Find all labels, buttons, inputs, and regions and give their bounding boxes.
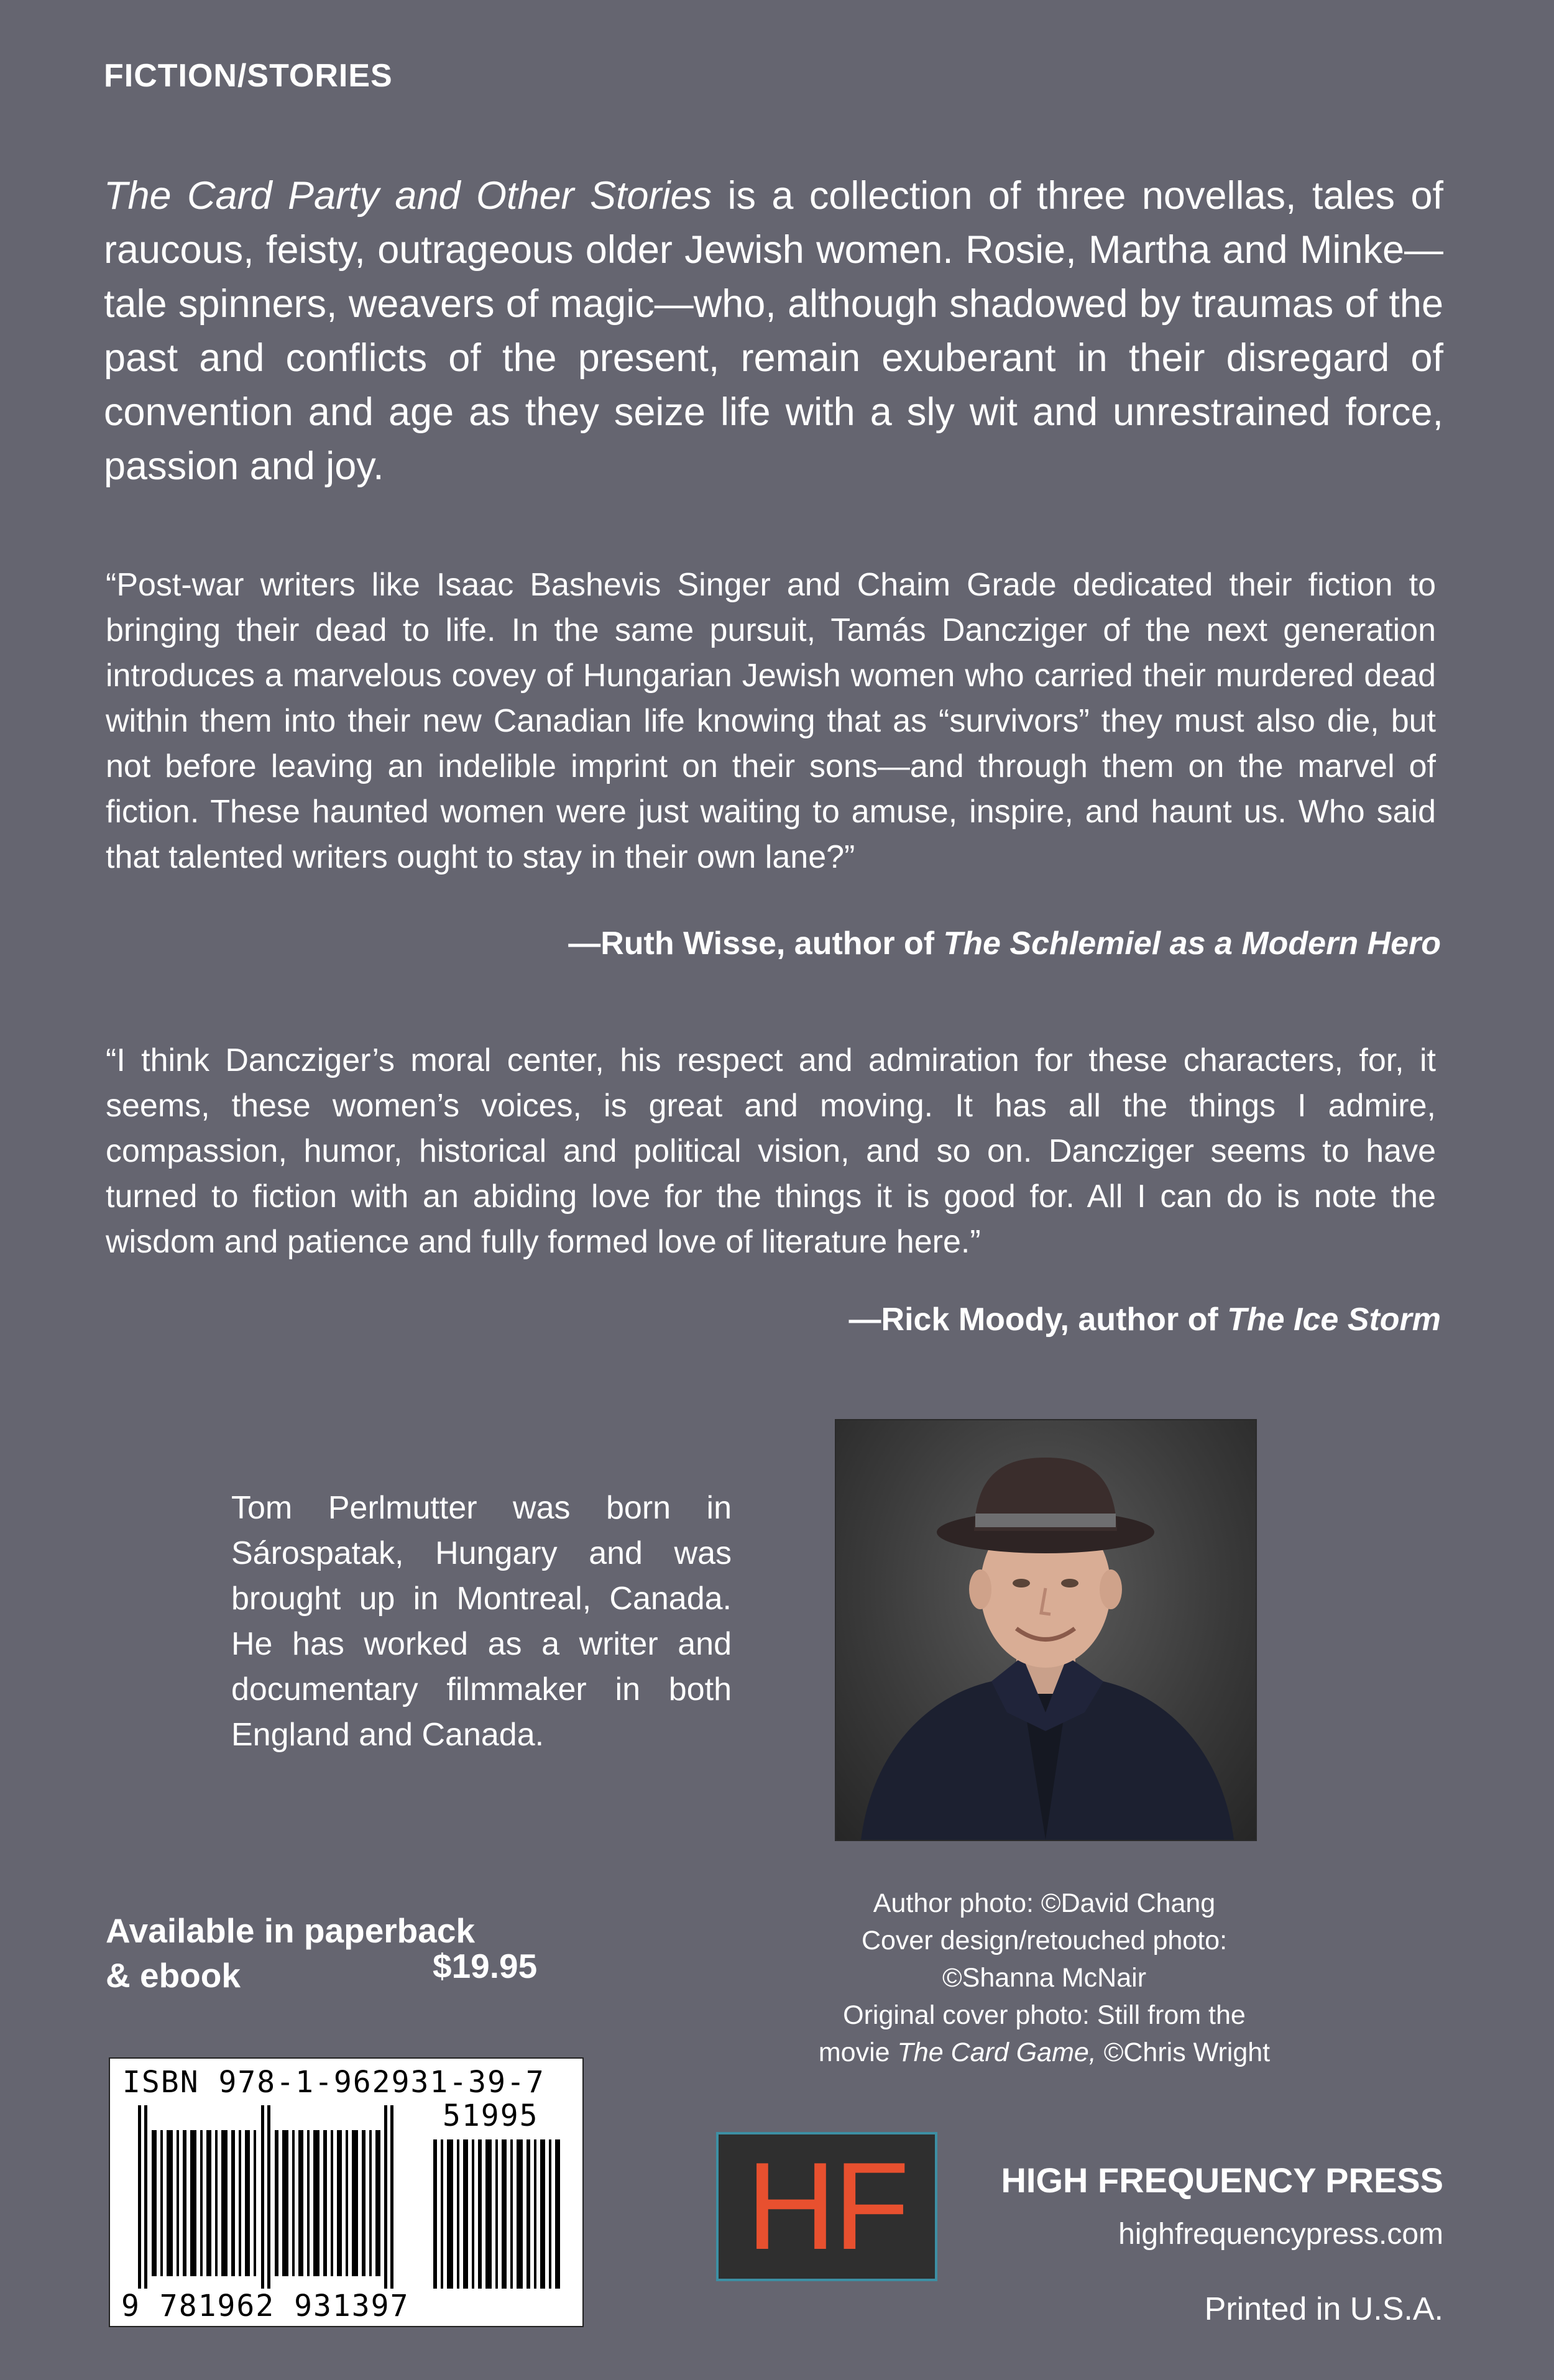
- blurb-text: is a collection of three novellas, tales of raucous, feisty, outrageous older Jewish women. Rosie, Martha and Minke—tale spinners, weavers of magic—who, although shadowed by traumas of the past and conflicts of the present, remain exuberant in their disregard of convention and age as they seize life with a sly wit and unrestrained force, passion and joy.: [104, 174, 1444, 488]
- price: $19.95: [433, 1947, 538, 1985]
- original-cover-credit-2: [793, 2034, 1296, 2071]
- reviewer-1: —Ruth Wisse, author of: [568, 926, 944, 962]
- photo-credits: [793, 1885, 1296, 2071]
- isbn-label: ISBN 978-1-962931-39-7: [122, 2065, 545, 2100]
- publisher-url[interactable]: highfrequencypress.com: [1118, 2218, 1443, 2251]
- book-blurb: [104, 169, 1443, 494]
- author-photo-credit: Author photo: ©David Chang: [873, 1888, 1216, 1918]
- publisher-name: HIGH FREQUENCY PRESS: [1001, 2161, 1443, 2200]
- review-quote-1: “Post-war writers like Isaac Bashevis Singer and Chaim Grade dedicated their fiction to bringing their dead to life. In the same pursuit, Tamás Dancziger of the next generation introduces a marvelous covey of Hungarian Jewish women who carried their murdered dead within them into their new Canadian life knowing that as “survivors” they must also die, but not before leaving an indelible imprint on their sons—and through them on the marvel of fiction. These haunted women were just waiting to amuse, inspire, and haunt us. Who said that talented writers ought to stay in their own lane?”: [106, 567, 1436, 875]
- cover-designer-name: ©Shanna McNair: [942, 1963, 1147, 1993]
- photographer-credit: ©Chris Wright: [1096, 2038, 1271, 2067]
- ean-digits: 9 781962 931397: [121, 2289, 410, 2323]
- printed-in: Printed in U.S.A.: [1204, 2291, 1443, 2327]
- availability-line-2: & ebook: [106, 1956, 241, 1995]
- ean-bars: [138, 2105, 411, 2289]
- review-attribution-2: [849, 1301, 1441, 1338]
- cover-design-credit: Cover design/retouched photo:: [861, 1926, 1228, 1955]
- category-label: FICTION/STORIES: [104, 58, 393, 94]
- author-bio: Tom Perlmutter was born in Sárospatak, Hungary and was brought up in Montreal, Canada. He has worked as a writer and documentary filmmaker in both England and Canada.: [231, 1490, 732, 1753]
- reviewer-2-work: The Ice Storm: [1227, 1302, 1441, 1338]
- availability: [106, 1908, 475, 1998]
- original-cover-credit: Original cover photo: Still from the: [843, 2000, 1246, 2030]
- publisher-logo: [716, 2132, 937, 2281]
- price-addon-bars: [433, 2139, 564, 2289]
- reviewer-2: —Rick Moody, author of: [848, 1302, 1228, 1338]
- review-quote-2: “I think Dancziger’s moral center, his respect and admiration for these characters, for, it seems, these women’s voices, is great and moving. It has all the things I admire, compassion, humor, historical and political vision, and so on. Dancziger seems to have turned to fiction with an abiding love for the things it is good for. All I can do is note the wisdom and patience and fully formed love of literature here.”: [106, 1042, 1436, 1260]
- movie-title: The Card Game,: [897, 2038, 1097, 2067]
- price-code: 51995: [443, 2098, 539, 2133]
- book-title: The Card Party and Other Stories: [104, 174, 712, 218]
- author-portrait-illustration: [836, 1420, 1256, 1840]
- reviewer-1-work: The Schlemiel as a Modern Hero: [943, 926, 1441, 962]
- publisher-logo-letters: HF: [746, 2137, 908, 2276]
- author-photo: [835, 1419, 1257, 1841]
- review-attribution-1: [568, 925, 1441, 962]
- isbn-barcode: [109, 2057, 584, 2327]
- availability-line-1: Available in paperback: [106, 1911, 476, 1950]
- movie-prefix: movie: [818, 2038, 898, 2067]
